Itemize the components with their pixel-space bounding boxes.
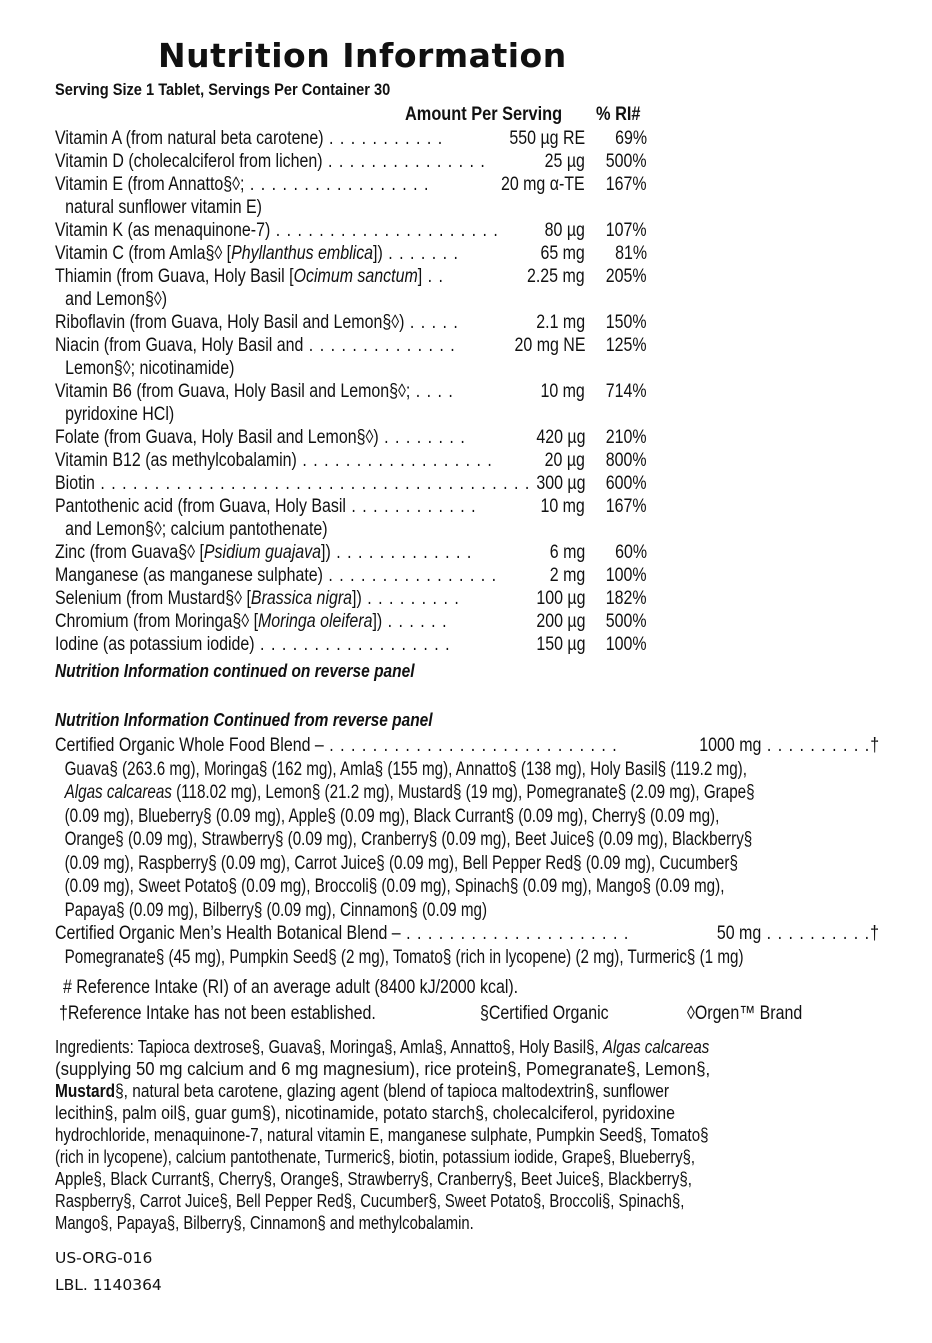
nutrient-row [55, 265, 655, 288]
blend-title: Certified Organic Whole Food Blend – [55, 735, 324, 756]
leader-dots: . . . . . . . . . . . . . . . . . . [254, 634, 451, 655]
header-amount: Amount Per Serving [405, 104, 563, 125]
nutrient-row [55, 449, 655, 472]
nutrient-ri-percent: 205% [606, 266, 647, 287]
leader-dots: . . . . . . . [382, 243, 460, 264]
continued-from-note: Nutrition Information Continued from reverse panel [55, 710, 433, 730]
nutrient-ri-percent: 210% [606, 427, 647, 448]
nutrient-name: Iodine (as potassium iodide) . . . . . . . . . . . . . . . . . . [55, 634, 451, 655]
leader-dots: . . . . . . . . . . . . . . . . . . . . . . . . . . . [323, 735, 618, 756]
nutrient-name: Niacin (from Guava, Holy Basil and . . . . . . . . . . . . . . [55, 335, 456, 356]
leader-dots: . . . . . . . . . . . [323, 128, 444, 149]
leader-dots: . . . . . . . . . [361, 588, 460, 609]
nutrient-amount: 6 mg [549, 542, 585, 563]
nutrient-row [55, 380, 655, 403]
nutrient-row [55, 219, 655, 242]
nutrient-amount: 65 mg [540, 243, 585, 264]
leader-dots: . . . . . . . . . . [761, 735, 871, 756]
leader-dots: . . . . . . . . . . [761, 923, 871, 944]
nutrient-row [55, 150, 655, 173]
nutrient-name: Zinc (from Guava§◊ [Psidium guajava]) . . . . . . . . . . . . . [55, 542, 473, 563]
nutrient-row-continuation [55, 357, 655, 380]
nutrient-amount: 80 µg [544, 220, 585, 241]
nutrient-row [55, 541, 655, 564]
nutrient-name-continued: Lemon§◊; nicotinamide) [65, 358, 235, 379]
nutrient-ri-percent: 167% [606, 496, 647, 517]
nutrient-row [55, 127, 655, 150]
nutrient-amount: 200 µg [535, 611, 585, 632]
blend-component-line: Pomegranate§ (45 mg), Pumpkin Seed§ (2 mg), Tomato§ (rich in lycopene) (2 mg), Turmeric§ (1 mg) [64, 946, 744, 968]
nutrient-amount: 2.25 mg [527, 266, 585, 287]
nutrient-amount: 550 µg RE [509, 128, 585, 149]
product-code: US-ORG-016 [55, 1249, 153, 1267]
ri-footnote: # Reference Intake (RI) of an average adult (8400 kJ/2000 kcal). [63, 977, 519, 998]
nutrient-ri-percent: 500% [606, 611, 647, 632]
nutrient-name: Vitamin B12 (as methylcobalamin) . . . . . . . . . . . . . . . . . . [55, 450, 493, 471]
nutrient-row [55, 633, 655, 656]
ingredients-paragraph [55, 1036, 873, 1234]
nutrient-row [55, 311, 655, 334]
nutrient-name-continued: pyridoxine HCl) [65, 404, 175, 425]
label-code: LBL. 1140364 [55, 1276, 162, 1294]
leader-dots: . . . . . . . . . . . . . . . . . . . . . [400, 923, 630, 944]
nutrient-name-continued: and Lemon§◊) [65, 289, 168, 310]
nutrient-ri-percent: 800% [606, 450, 647, 471]
leader-dots: . . . . . . . . . . . . . . . . . . [296, 450, 493, 471]
nutrient-amount: 420 µg [535, 427, 585, 448]
nutrient-ri-percent: 100% [606, 565, 647, 586]
blend-component-line: Guava§ (263.6 mg), Moringa§ (162 mg), Amla§ (155 mg), Annatto§ (138 mg), Holy Basil§ (119.2 mg), [64, 758, 747, 780]
nutrient-amount: 10 mg [540, 496, 585, 517]
nutrient-amount: 20 mg α-TE [501, 174, 585, 195]
ingredients-line: Apple§, Black Currant§, Cherry§, Orange§, Strawberry§, Cranberry§, Beet Juice§, Blackberry§, [55, 1168, 692, 1189]
blend-component-line: (0.09 mg), Raspberry§ (0.09 mg), Carrot Juice§ (0.09 mg), Bell Pepper Red§ (0.09 mg), Cucumber§ [64, 852, 738, 874]
nutrient-row [55, 587, 655, 610]
leader-dots: . . . . . . [382, 611, 448, 632]
nutrient-name: Selenium (from Mustard§◊ [Brassica nigra]) . . . . . . . . . [55, 588, 460, 609]
nutrient-name: Riboflavin (from Guava, Holy Basil and Lemon§◊) . . . . . [55, 312, 459, 333]
nutrient-ri-percent: 100% [606, 634, 647, 655]
nutrient-row [55, 334, 655, 357]
nutrient-amount: 20 µg [544, 450, 585, 471]
nutrient-amount: 300 µg [535, 473, 585, 494]
nutrient-ri-percent: 125% [606, 335, 647, 356]
nutrient-name: Vitamin C (from Amla§◊ [Phyllanthus emblica]) . . . . . . . [55, 243, 460, 264]
ingredients-line: hydrochloride, menaquinone-7, natural vitamin E, manganese sulphate, Pumpkin Seed§, Tomato§ [55, 1124, 709, 1145]
nutrient-row [55, 610, 655, 633]
blend-component-line: Algas calcareas (118.02 mg), Lemon§ (21.2 mg), Mustard§ (19 mg), Pomegranate§ (2.09 mg), Grape§ [64, 782, 755, 803]
nutrient-amount: 2 mg [549, 565, 585, 586]
dagger-footnote: †Reference Intake has not been established. [59, 1003, 376, 1024]
blend-amount: 1000 mg [699, 735, 762, 756]
nutrient-row-continuation [55, 288, 655, 311]
nutrient-name: Folate (from Guava, Holy Basil and Lemon§◊) . . . . . . . . [55, 427, 466, 448]
blend-section [55, 734, 885, 969]
ingredients-line: Mustard§, natural beta carotene, glazing agent (blend of tapioca maltodextrin§, sunflower [55, 1080, 669, 1101]
nutrient-row [55, 564, 655, 587]
nutrient-ri-percent: 182% [606, 588, 647, 609]
ingredients-line: (supplying 50 mg calcium and 6 mg magnesium), rice protein§, Pomegranate§, Lemon§, [55, 1058, 711, 1079]
nutrient-name: Thiamin (from Guava, Holy Basil [Ocimum sanctum] . . [55, 266, 444, 287]
nutrient-row-continuation [55, 196, 655, 219]
nutrient-ri-percent: 69% [615, 128, 647, 149]
blend-header [55, 734, 885, 758]
nutrient-amount: 10 mg [540, 381, 585, 402]
blend-component-line: Papaya§ (0.09 mg), Bilberry§ (0.09 mg), Cinnamon§ (0.09 mg) [64, 899, 488, 921]
nutrient-table [55, 127, 655, 656]
nutrient-row-continuation [55, 518, 655, 541]
nutrient-amount: 20 mg NE [514, 335, 585, 356]
leader-dots: . . . . . . . . . . . . . [330, 542, 473, 563]
leader-dots: . . . . . . . . . . . . . . [303, 335, 456, 356]
nutrient-name: Vitamin B6 (from Guava, Holy Basil and Lemon§◊; . . . . [55, 381, 454, 402]
blend-ri-dagger: † [870, 735, 879, 756]
leader-dots: . . . . . . . . . . . . . . . . [322, 565, 498, 586]
nutrient-name-continued: and Lemon§◊; calcium pantothenate) [65, 519, 328, 540]
leader-dots: . . . . [410, 381, 454, 402]
nutrient-ri-percent: 500% [606, 151, 647, 172]
orgen-brand-footnote: ◊Orgen™ Brand [687, 1003, 803, 1024]
ingredients-line: (rich in lycopene), calcium pantothenate, Turmeric§, biotin, potassium iodide, Grape§, Blueberry§, [55, 1146, 696, 1167]
leader-dots: . . . . . [404, 312, 459, 333]
nutrient-row [55, 426, 655, 449]
leader-dots: . . . . . . . . . . . . [345, 496, 477, 517]
page-title: Nutrition Information [158, 36, 567, 75]
nutrient-name: Manganese (as manganese sulphate) . . . . . . . . . . . . . . . . [55, 565, 498, 586]
leader-dots: . . . . . . . . . . . . . . . . . . . . . . . . . . . . . . . . . . . . . . . . [94, 473, 531, 494]
nutrient-row [55, 472, 655, 495]
nutrient-name: Pantothenic acid (from Guava, Holy Basil . . . . . . . . . . . . [55, 496, 477, 517]
blend-header [55, 922, 885, 946]
serving-size: Serving Size 1 Tablet, Servings Per Container 30 [55, 80, 391, 99]
nutrient-row-continuation [55, 403, 655, 426]
nutrient-name: Vitamin A (from natural beta carotene) . . . . . . . . . . . [55, 128, 444, 149]
blend-amount: 50 mg [716, 923, 762, 944]
nutrient-row [55, 173, 655, 196]
nutrient-amount: 150 µg [535, 634, 585, 655]
nutrient-row [55, 242, 655, 265]
leader-dots: . . [422, 266, 444, 287]
ingredients-line: Ingredients: Tapioca dextrose§, Guava§, Moringa§, Amla§, Annatto§, Holy Basil§, Algas calcareas [55, 1036, 710, 1057]
blend-title: Certified Organic Men’s Health Botanical Blend – [55, 923, 401, 944]
nutrient-name-continued: natural sunflower vitamin E) [65, 197, 263, 218]
continued-note: Nutrition Information continued on reverse panel [55, 661, 415, 681]
ingredients-line: Mango§, Papaya§, Bilberry§, Cinnamon§ and methylcobalamin. [55, 1212, 474, 1233]
blend-component-line: (0.09 mg), Blueberry§ (0.09 mg), Apple§ (0.09 mg), Black Currant§ (0.09 mg), Cherry§ (0.09 mg), [64, 805, 720, 827]
ingredients-line: Raspberry§, Carrot Juice§, Bell Pepper Red§, Cucumber§, Sweet Potato§, Broccoli§, Spinach§, [55, 1190, 685, 1211]
blend-component-line: (0.09 mg), Sweet Potato§ (0.09 mg), Broccoli§ (0.09 mg), Spinach§ (0.09 mg), Mango§ (0.09 mg), [64, 876, 725, 897]
nutrient-amount: 2.1 mg [536, 312, 585, 333]
certified-organic-footnote: §Certified Organic [480, 1003, 609, 1024]
leader-dots: . . . . . . . . . . . . . . . . . . . . . [270, 220, 499, 241]
blend-component-line: Orange§ (0.09 mg), Strawberry§ (0.09 mg), Cranberry§ (0.09 mg), Beet Juice§ (0.09 mg), Blackberry§ [64, 829, 753, 850]
nutrient-name: Vitamin K (as menaquinone-7) . . . . . . . . . . . . . . . . . . . . . [55, 220, 499, 241]
leader-dots: . . . . . . . . . . . . . . . . . [244, 174, 430, 195]
nutrient-ri-percent: 81% [615, 243, 647, 264]
nutrient-amount: 25 µg [544, 151, 585, 172]
nutrient-name: Vitamin E (from Annatto§◊; . . . . . . . . . . . . . . . . . [55, 174, 430, 195]
nutrient-ri-percent: 714% [606, 381, 647, 402]
nutrient-amount: 100 µg [535, 588, 585, 609]
nutrient-row [55, 495, 655, 518]
nutrient-ri-percent: 60% [615, 542, 647, 563]
nutrient-name: Chromium (from Moringa§◊ [Moringa oleifera]) . . . . . . [55, 611, 448, 632]
nutrient-name: Vitamin D (cholecalciferol from lichen) . . . . . . . . . . . . . . . [55, 151, 486, 172]
blend-ri-dagger: † [870, 923, 879, 944]
nutrient-ri-percent: 600% [606, 473, 647, 494]
nutrient-ri-percent: 150% [606, 312, 647, 333]
nutrient-name: Biotin . . . . . . . . . . . . . . . . . . . . . . . . . . . . . . . . . . . . . . . . [55, 473, 531, 494]
ingredients-line: lecithin§, palm oil§, guar gum§), nicotinamide, potato starch§, cholecalciferol, pyridoxine [55, 1102, 675, 1123]
nutrient-ri-percent: 107% [606, 220, 647, 241]
nutrient-ri-percent: 167% [606, 174, 647, 195]
leader-dots: . . . . . . . . [378, 427, 466, 448]
header-ri: % RI# [596, 104, 641, 125]
leader-dots: . . . . . . . . . . . . . . . [322, 151, 486, 172]
